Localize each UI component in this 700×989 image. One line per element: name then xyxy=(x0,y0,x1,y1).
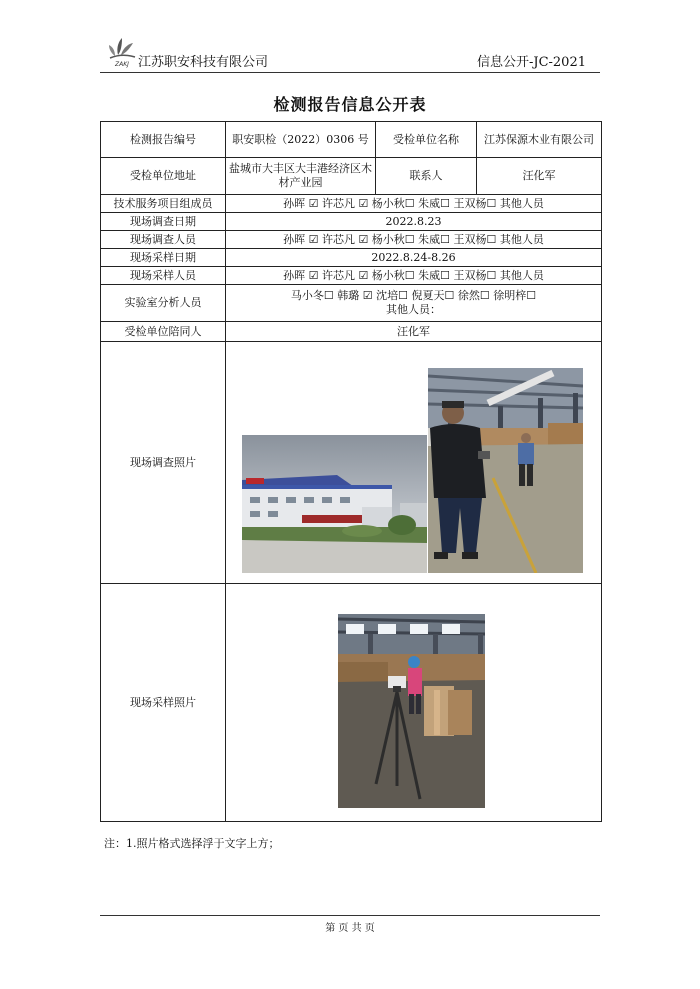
sampling-equipment-photo xyxy=(338,614,485,808)
sampling-date-value: 2022.8.24-8.26 xyxy=(226,249,602,267)
accompany-value: 汪化军 xyxy=(226,322,602,342)
lab-value xyxy=(226,285,602,322)
survey-staff-label: 现场调查人员 xyxy=(101,231,226,249)
survey-date-label: 现场调查日期 xyxy=(101,213,226,231)
logo-text: ZAKJ xyxy=(115,61,129,68)
footnote: 注：1.照片格式选择浮于文字上方； xyxy=(104,837,280,850)
lab-line-2: 其他人员： xyxy=(386,303,441,316)
team-label: 技术服务项目组成员 xyxy=(101,195,226,213)
table-row xyxy=(101,122,602,158)
team-value: 孙晖 ☑ 许芯凡 ☑ 杨小秋☐ 朱威☐ 王双杨☐ 其他人员 xyxy=(226,195,602,213)
building-exterior-photo xyxy=(242,435,427,573)
footer-rule xyxy=(100,915,600,916)
sampling-staff-label: 现场采样人员 xyxy=(101,267,226,285)
unit-name-value: 江苏保源木业有限公司 xyxy=(477,122,602,158)
survey-staff-value: 孙晖 ☑ 许芯凡 ☑ 杨小秋☐ 朱威☐ 王双杨☐ 其他人员 xyxy=(226,231,602,249)
warehouse-inspection-photo xyxy=(428,368,583,573)
table-row xyxy=(101,231,602,249)
table-row xyxy=(101,195,602,213)
table-row xyxy=(101,249,602,267)
table-row xyxy=(101,158,602,195)
contact-value: 汪化军 xyxy=(477,158,602,195)
report-no-label: 检测报告编号 xyxy=(101,122,226,158)
company-name: 江苏职安科技有限公司 xyxy=(138,55,269,70)
table-row xyxy=(101,322,602,342)
lab-label: 实验室分析人员 xyxy=(101,285,226,322)
table-row xyxy=(101,267,602,285)
address-label: 受检单位地址 xyxy=(101,158,226,195)
unit-name-label: 受检单位名称 xyxy=(376,122,477,158)
address-value: 盐城市大丰区大丰港经济区木材产业园 xyxy=(226,158,376,195)
report-no-value: 职安职检（2022）0306 号 xyxy=(226,122,376,158)
page-number: 第 页 共 页 xyxy=(325,923,375,934)
contact-label: 联系人 xyxy=(376,158,477,195)
table-row xyxy=(101,213,602,231)
page-title: 检测报告信息公开表 xyxy=(273,95,427,114)
survey-date-value: 2022.8.23 xyxy=(226,213,602,231)
page-header xyxy=(100,30,600,73)
sampling-photo-label: 现场采样照片 xyxy=(101,584,226,822)
document-code: 信息公开-JC-2021 xyxy=(476,55,586,70)
survey-photo-label: 现场调查照片 xyxy=(101,342,226,584)
sampling-date-label: 现场采样日期 xyxy=(101,249,226,267)
sampling-staff-value: 孙晖 ☑ 许芯凡 ☑ 杨小秋☐ 朱威☐ 王双杨☐ 其他人员 xyxy=(226,267,602,285)
accompany-label: 受检单位陪同人 xyxy=(101,322,226,342)
table-row xyxy=(101,285,602,322)
lab-line-1: 马小冬☐ 韩璐 ☑ 沈培☐ 倪夏天☐ 徐然☐ 徐明梓☐ xyxy=(290,289,537,302)
company-logo xyxy=(106,34,138,68)
